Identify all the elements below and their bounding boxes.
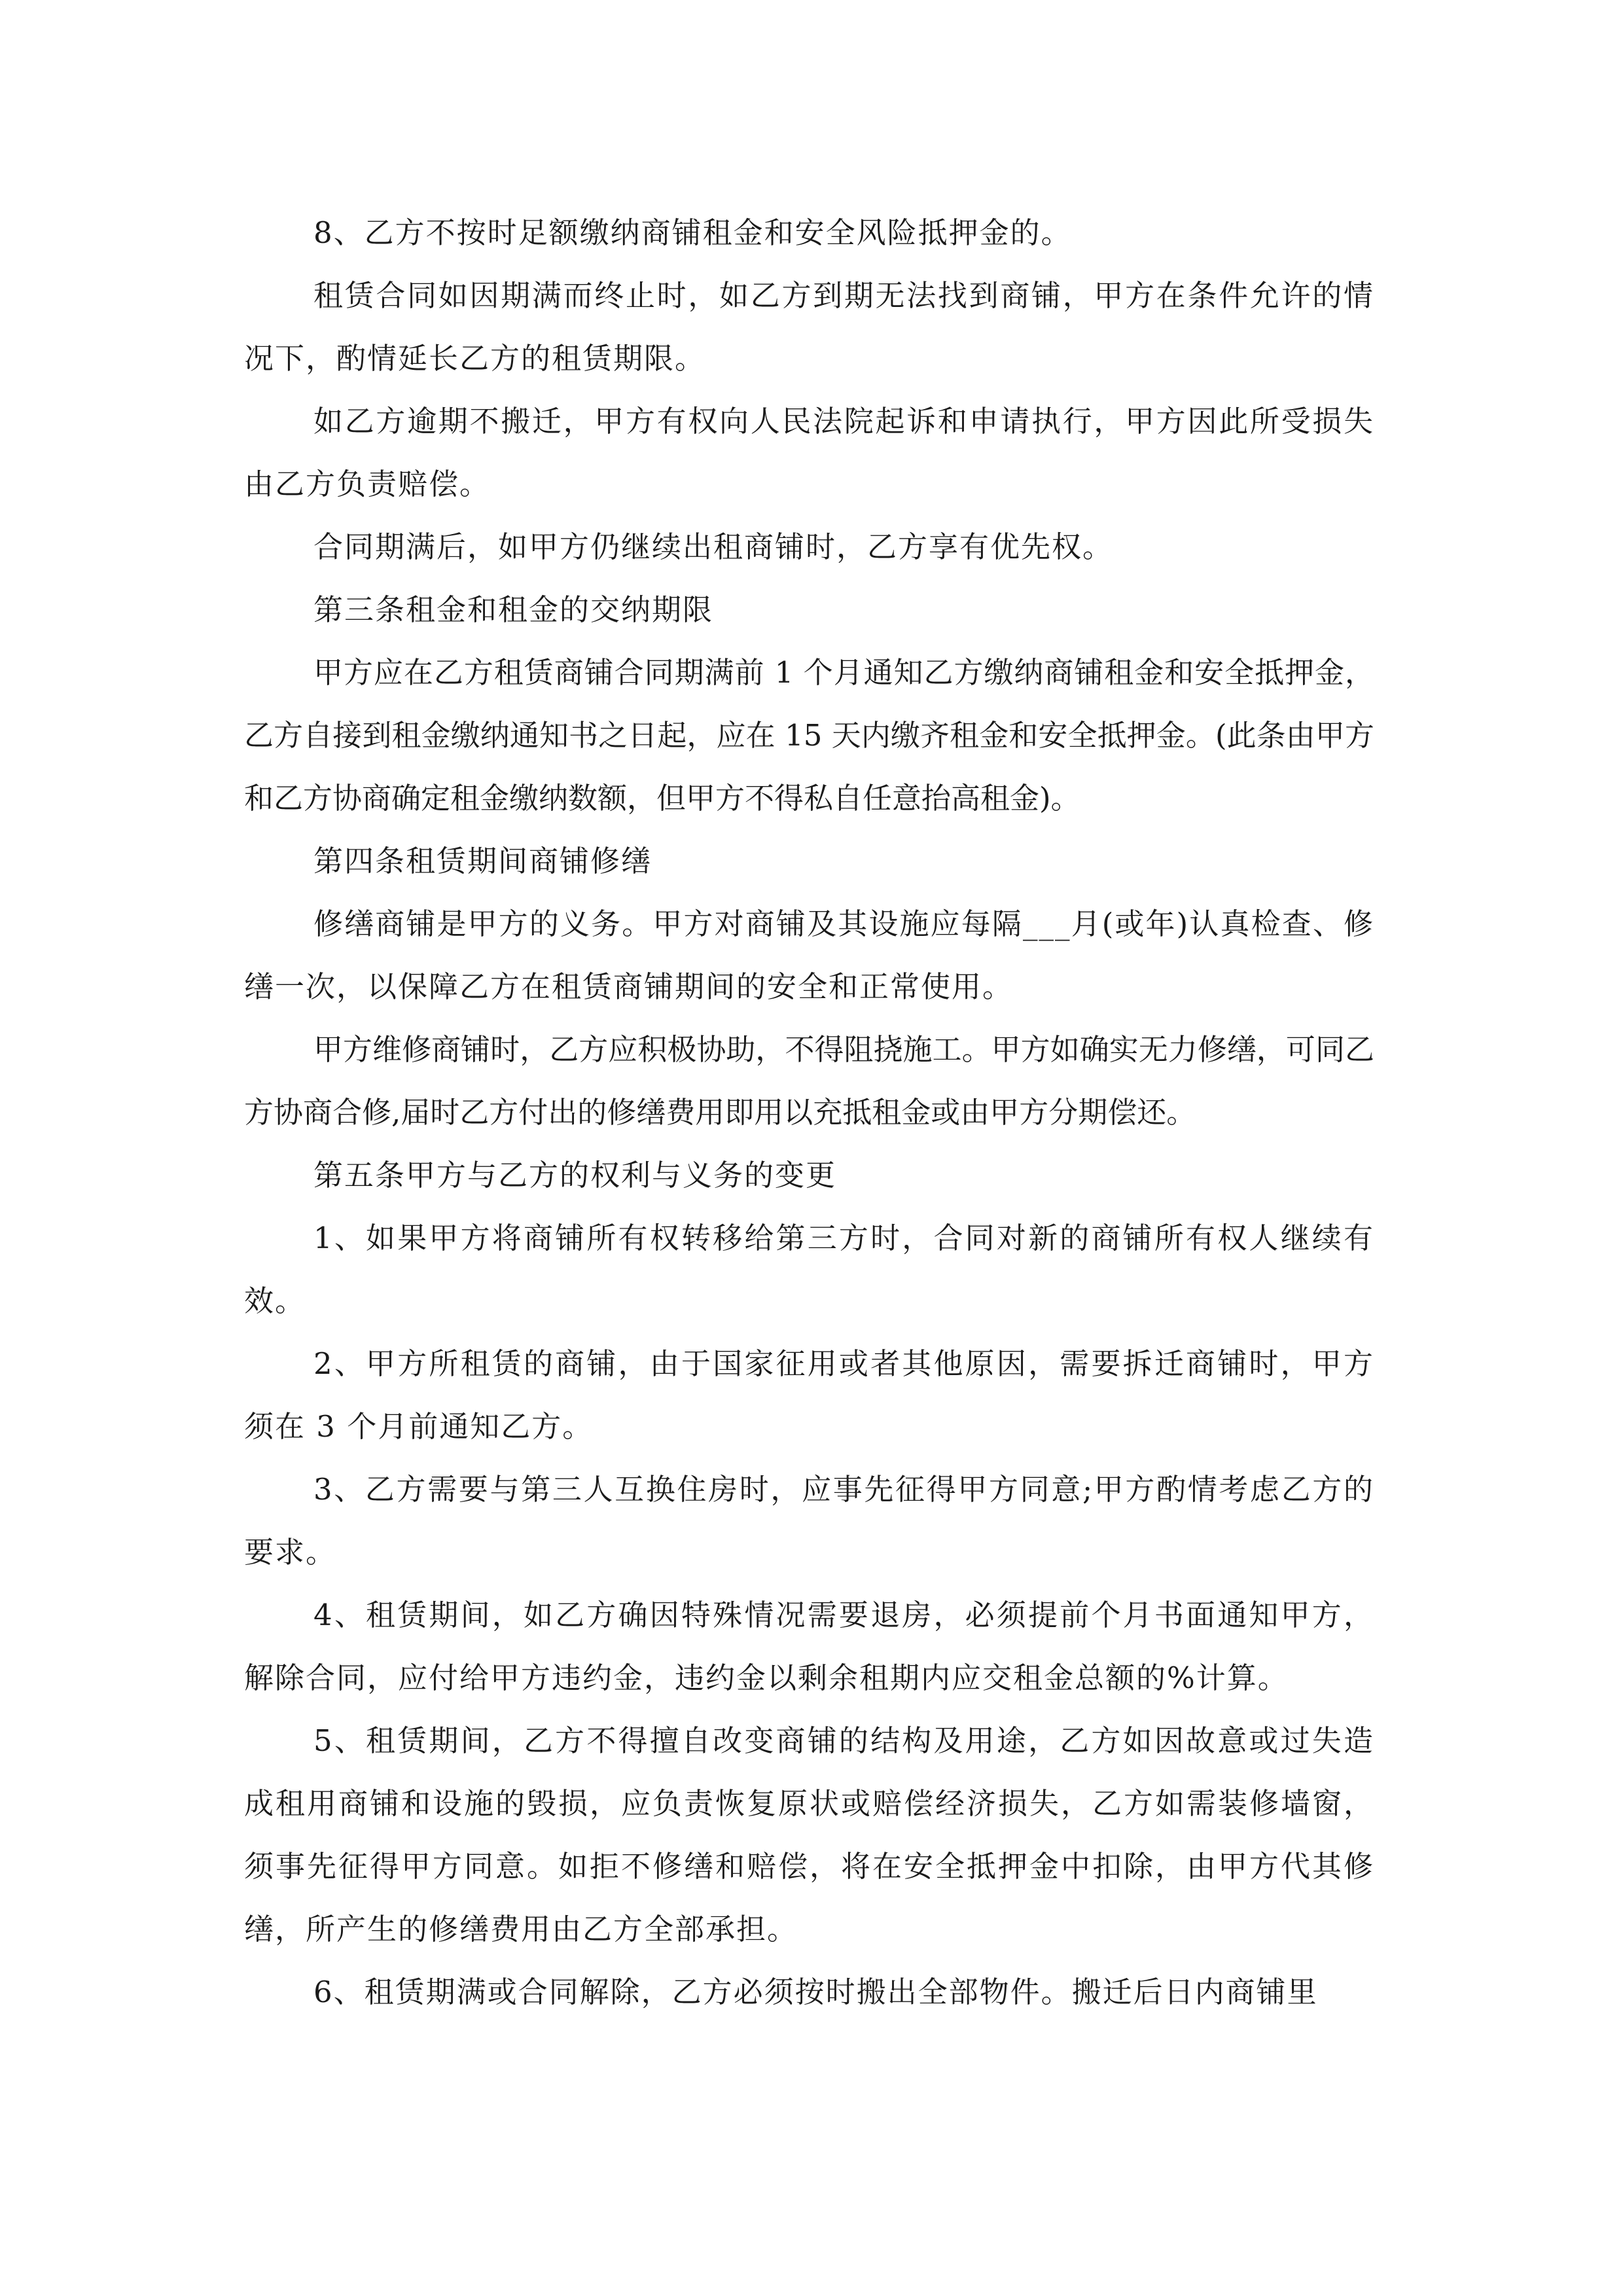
paragraph-10: 3、乙方需要与第三人互换住房时，应事先征得甲方同意;甲方酌情考虑乙方的要求。 [244,1472,1374,1570]
paragraph-3: 如乙方逾期不搬迁，甲方有权向人民法院起诉和申请执行，甲方因此所受损失由乙方负责赔偿。 [244,404,1374,501]
paragraph-4: 合同期满后，如甲方仍继续出租商铺时，乙方享有优先权。 [313,529,1114,564]
paragraph-9: 2、甲方所租赁的商铺，由于国家征用或者其他原因，需要拆迁商铺时，甲方须在 3 个月前通知乙方。 [244,1346,1374,1444]
paragraph-13: 6、租赁期满或合同解除，乙方必须按时搬出全部物件。搬迁后日内商铺里 [313,1975,1318,2009]
paragraph-6: 修缮商铺是甲方的义务。甲方对商铺及其设施应每隔___月(或年)认真检查、修缮一次，以保障乙方在租赁商铺期间的安全和正常使用。 [244,906,1374,1004]
paragraph-1: 8、乙方不按时足额缴纳商铺租金和安全风险抵押金的。 [313,215,1072,250]
section-heading-3: 第三条租金和租金的交纳期限 [313,592,714,627]
paragraph-5: 甲方应在乙方租赁商铺合同期满前 1 个月通知乙方缴纳商铺租金和安全抵押金，乙方自接到租金缴纳通知书之日起，应在 15 天内缴齐租金和安全抵押金。(此条由甲方和乙方协商确定租金缴纳数额，但甲方不得私自任意抬高租金)。 [244,655,1374,816]
paragraph-7: 甲方维修商铺时，乙方应积极协助，不得阻挠施工。甲方如确实无力修缮，可同乙方协商合修,届时乙方付出的修缮费用即用以充抵租金或由甲方分期偿还。 [244,1032,1374,1130]
paragraph-12: 5、租赁期间，乙方不得擅自改变商铺的结构及用途，乙方如因故意或过失造成租用商铺和设施的毁损，应负责恢复原状或赔偿经济损失，乙方如需装修墙窗，须事先征得甲方同意。如拒不修缮和赔偿，将在安全抵押金中扣除，由甲方代其修缮，所产生的修缮费用由乙方全部承担。 [244,1723,1374,1946]
paragraph-8: 1、如果甲方将商铺所有权转移给第三方时，合同对新的商铺所有权人继续有效。 [244,1221,1374,1318]
paragraph-2: 租赁合同如因期满而终止时，如乙方到期无法找到商铺，甲方在条件允许的情况下，酌情延长乙方的租赁期限。 [244,278,1374,376]
paragraph-11: 4、租赁期间，如乙方确因特殊情况需要退房，必须提前个月书面通知甲方，解除合同，应付给甲方违约金，违约金以剩余租期内应交租金总额的%计算。 [244,1598,1374,1695]
section-heading-5: 第五条甲方与乙方的权利与义务的变更 [313,1158,837,1193]
document-body [244,202,1374,2024]
section-heading-4: 第四条租赁期间商铺修缮 [313,844,652,878]
